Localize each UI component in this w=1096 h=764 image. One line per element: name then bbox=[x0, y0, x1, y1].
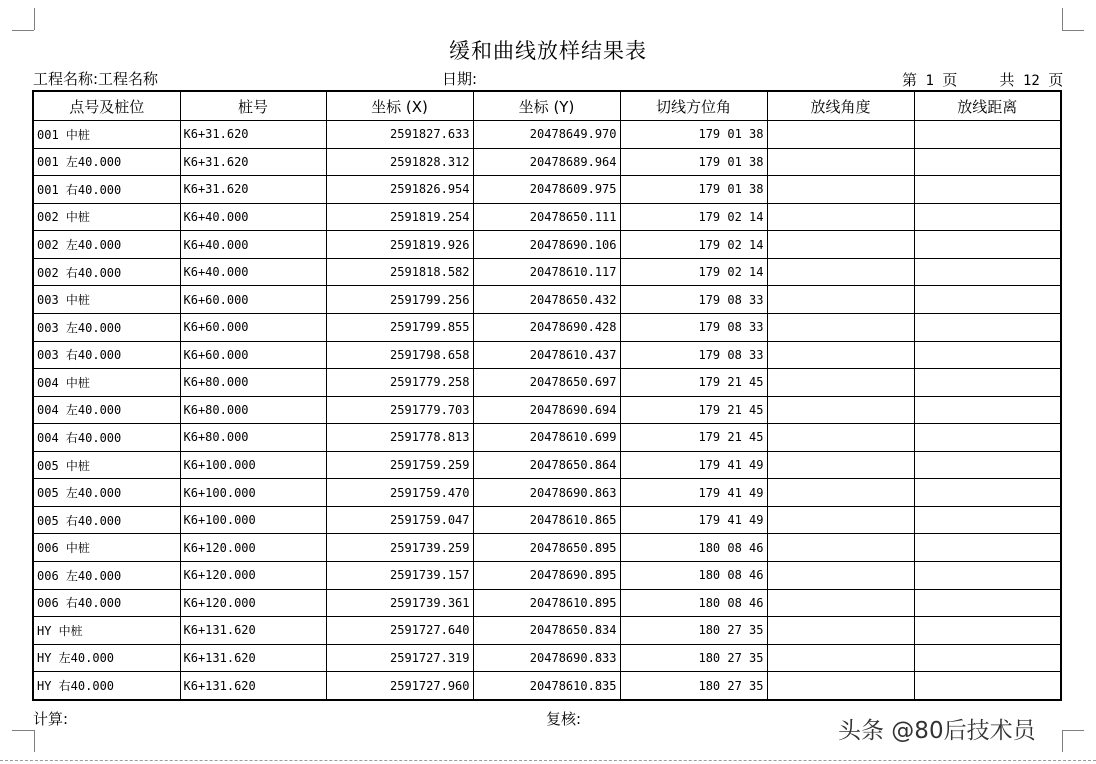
table-row bbox=[33, 369, 1061, 397]
cell-coord-x: 2591827.633 bbox=[326, 121, 473, 149]
cell-stakeout-distance bbox=[914, 313, 1061, 341]
page-info bbox=[902, 69, 1063, 90]
page-bottom-border bbox=[0, 760, 1096, 761]
table-row bbox=[33, 148, 1061, 176]
cell-coord-y: 20478610.865 bbox=[473, 506, 620, 534]
cell-coord-x: 2591779.258 bbox=[326, 369, 473, 397]
cell-station: K6+31.620 bbox=[180, 176, 326, 204]
table-row bbox=[33, 451, 1061, 479]
cell-stakeout-distance bbox=[914, 258, 1061, 286]
cell-point: 002 左40.000 bbox=[33, 231, 180, 259]
cell-stakeout-distance bbox=[914, 424, 1061, 452]
cell-coord-y: 20478690.106 bbox=[473, 231, 620, 259]
header-azimuth: 切线方位角 bbox=[620, 91, 767, 121]
cell-stakeout-distance bbox=[914, 121, 1061, 149]
cell-coord-x: 2591759.470 bbox=[326, 479, 473, 507]
header-station: 桩号 bbox=[180, 91, 326, 121]
page-current-prefix: 第 bbox=[902, 71, 918, 89]
table-row bbox=[33, 644, 1061, 672]
cell-station: K6+80.000 bbox=[180, 424, 326, 452]
cell-stakeout-distance bbox=[914, 286, 1061, 314]
cell-stakeout-distance bbox=[914, 396, 1061, 424]
cell-coord-y: 20478689.964 bbox=[473, 148, 620, 176]
cell-stakeout-distance bbox=[914, 479, 1061, 507]
cell-station: K6+100.000 bbox=[180, 479, 326, 507]
cell-station: K6+100.000 bbox=[180, 506, 326, 534]
cell-coord-x: 2591759.047 bbox=[326, 506, 473, 534]
table-row bbox=[33, 341, 1061, 369]
cell-coord-x: 2591739.361 bbox=[326, 589, 473, 617]
cell-coord-y: 20478649.970 bbox=[473, 121, 620, 149]
cell-azimuth: 180 08 46 bbox=[620, 562, 767, 590]
cell-azimuth: 180 08 46 bbox=[620, 534, 767, 562]
cell-point: 002 右40.000 bbox=[33, 258, 180, 286]
header-coord-y: 坐标 (Y) bbox=[473, 91, 620, 121]
cell-station: K6+60.000 bbox=[180, 341, 326, 369]
cell-point: 001 右40.000 bbox=[33, 176, 180, 204]
cell-station: K6+60.000 bbox=[180, 286, 326, 314]
cell-stakeout-angle bbox=[767, 258, 914, 286]
cell-station: K6+100.000 bbox=[180, 451, 326, 479]
cell-coord-x: 2591727.960 bbox=[326, 672, 473, 700]
cell-stakeout-angle bbox=[767, 341, 914, 369]
cell-stakeout-distance bbox=[914, 451, 1061, 479]
cell-station: K6+131.620 bbox=[180, 617, 326, 645]
cell-point: 005 左40.000 bbox=[33, 479, 180, 507]
cell-point: 004 中桩 bbox=[33, 369, 180, 397]
cell-station: K6+31.620 bbox=[180, 148, 326, 176]
footer-calculated-by: 计算: bbox=[33, 710, 69, 728]
cell-point: 006 中桩 bbox=[33, 534, 180, 562]
project-name: 工程名称:工程名称 bbox=[33, 70, 159, 88]
cell-coord-x: 2591819.254 bbox=[326, 203, 473, 231]
cell-stakeout-distance bbox=[914, 176, 1061, 204]
cell-azimuth: 179 01 38 bbox=[620, 148, 767, 176]
table-row bbox=[33, 534, 1061, 562]
cell-stakeout-angle bbox=[767, 534, 914, 562]
cell-coord-x: 2591819.926 bbox=[326, 231, 473, 259]
cell-azimuth: 179 21 45 bbox=[620, 369, 767, 397]
cell-coord-y: 20478690.833 bbox=[473, 644, 620, 672]
table-row bbox=[33, 424, 1061, 452]
cell-coord-x: 2591799.855 bbox=[326, 313, 473, 341]
cell-stakeout-distance bbox=[914, 369, 1061, 397]
cell-azimuth: 179 02 14 bbox=[620, 203, 767, 231]
document-title: 缓和曲线放样结果表 bbox=[449, 39, 647, 63]
table-row bbox=[33, 231, 1061, 259]
cell-coord-y: 20478690.863 bbox=[473, 479, 620, 507]
cell-azimuth: 179 08 33 bbox=[620, 313, 767, 341]
cell-coord-y: 20478610.835 bbox=[473, 672, 620, 700]
cell-azimuth: 180 27 35 bbox=[620, 672, 767, 700]
cell-point: 004 左40.000 bbox=[33, 396, 180, 424]
cell-azimuth: 180 27 35 bbox=[620, 617, 767, 645]
cell-point: 003 中桩 bbox=[33, 286, 180, 314]
cell-stakeout-angle bbox=[767, 121, 914, 149]
cell-coord-x: 2591826.954 bbox=[326, 176, 473, 204]
cell-coord-x: 2591759.259 bbox=[326, 451, 473, 479]
stakeout-results-table bbox=[32, 90, 1062, 701]
cell-point: 001 左40.000 bbox=[33, 148, 180, 176]
cell-azimuth: 179 41 49 bbox=[620, 451, 767, 479]
page-total-prefix: 共 bbox=[999, 71, 1015, 89]
cell-stakeout-angle bbox=[767, 231, 914, 259]
cell-station: K6+40.000 bbox=[180, 231, 326, 259]
cell-point: 005 中桩 bbox=[33, 451, 180, 479]
cell-coord-x: 2591727.640 bbox=[326, 617, 473, 645]
cell-station: K6+31.620 bbox=[180, 121, 326, 149]
cell-coord-x: 2591779.703 bbox=[326, 396, 473, 424]
cell-stakeout-angle bbox=[767, 479, 914, 507]
cell-point: 003 左40.000 bbox=[33, 313, 180, 341]
cell-stakeout-angle bbox=[767, 562, 914, 590]
table-row bbox=[33, 313, 1061, 341]
cell-stakeout-distance bbox=[914, 203, 1061, 231]
cell-point: 005 右40.000 bbox=[33, 506, 180, 534]
page-total-number: 12 bbox=[1022, 73, 1040, 89]
cell-coord-y: 20478650.432 bbox=[473, 286, 620, 314]
cell-coord-y: 20478609.975 bbox=[473, 176, 620, 204]
cell-stakeout-angle bbox=[767, 506, 914, 534]
cell-stakeout-angle bbox=[767, 148, 914, 176]
cell-point: 003 右40.000 bbox=[33, 341, 180, 369]
cell-stakeout-distance bbox=[914, 506, 1061, 534]
cell-stakeout-angle bbox=[767, 369, 914, 397]
cell-coord-y: 20478650.864 bbox=[473, 451, 620, 479]
header-stakeout-angle: 放线角度 bbox=[767, 91, 914, 121]
cell-point: HY 右40.000 bbox=[33, 672, 180, 700]
table-row bbox=[33, 396, 1061, 424]
cell-stakeout-distance bbox=[914, 231, 1061, 259]
cell-azimuth: 179 08 33 bbox=[620, 341, 767, 369]
cell-coord-x: 2591727.319 bbox=[326, 644, 473, 672]
cell-stakeout-angle bbox=[767, 672, 914, 700]
cell-coord-y: 20478690.895 bbox=[473, 562, 620, 590]
page-current-number: 1 bbox=[925, 73, 934, 89]
cell-azimuth: 179 01 38 bbox=[620, 176, 767, 204]
cell-stakeout-distance bbox=[914, 562, 1061, 590]
cell-stakeout-angle bbox=[767, 176, 914, 204]
cell-coord-x: 2591818.582 bbox=[326, 258, 473, 286]
cell-stakeout-distance bbox=[914, 534, 1061, 562]
cell-azimuth: 179 21 45 bbox=[620, 424, 767, 452]
date-label: 日期: bbox=[442, 70, 478, 88]
cell-point: HY 左40.000 bbox=[33, 644, 180, 672]
cell-azimuth: 179 41 49 bbox=[620, 506, 767, 534]
cell-stakeout-angle bbox=[767, 644, 914, 672]
cell-stakeout-angle bbox=[767, 589, 914, 617]
table-row bbox=[33, 258, 1061, 286]
cell-coord-x: 2591739.157 bbox=[326, 562, 473, 590]
cell-stakeout-angle bbox=[767, 617, 914, 645]
cell-coord-x: 2591739.259 bbox=[326, 534, 473, 562]
cell-station: K6+131.620 bbox=[180, 644, 326, 672]
table-row bbox=[33, 121, 1061, 149]
cell-coord-x: 2591778.813 bbox=[326, 424, 473, 452]
cell-station: K6+120.000 bbox=[180, 534, 326, 562]
cell-station: K6+60.000 bbox=[180, 313, 326, 341]
cell-station: K6+80.000 bbox=[180, 369, 326, 397]
cell-coord-y: 20478610.117 bbox=[473, 258, 620, 286]
table-row bbox=[33, 506, 1061, 534]
cell-azimuth: 180 08 46 bbox=[620, 589, 767, 617]
cell-coord-x: 2591798.658 bbox=[326, 341, 473, 369]
table-row bbox=[33, 589, 1061, 617]
cell-coord-x: 2591828.312 bbox=[326, 148, 473, 176]
cell-stakeout-angle bbox=[767, 396, 914, 424]
table-row bbox=[33, 562, 1061, 590]
cell-point: 004 右40.000 bbox=[33, 424, 180, 452]
watermark: 头条 @80后技术员 bbox=[838, 718, 1036, 744]
cell-stakeout-distance bbox=[914, 672, 1061, 700]
cell-stakeout-distance bbox=[914, 341, 1061, 369]
cell-stakeout-angle bbox=[767, 313, 914, 341]
cell-stakeout-angle bbox=[767, 424, 914, 452]
cell-point: 002 中桩 bbox=[33, 203, 180, 231]
header-coord-x: 坐标 (X) bbox=[326, 91, 473, 121]
page-current-suffix: 页 bbox=[942, 71, 958, 89]
cell-coord-y: 20478650.697 bbox=[473, 369, 620, 397]
table-row bbox=[33, 203, 1061, 231]
table-row bbox=[33, 672, 1061, 700]
cell-coord-y: 20478610.437 bbox=[473, 341, 620, 369]
header-stakeout-distance: 放线距离 bbox=[914, 91, 1061, 121]
cell-station: K6+40.000 bbox=[180, 258, 326, 286]
cell-stakeout-distance bbox=[914, 617, 1061, 645]
cell-station: K6+40.000 bbox=[180, 203, 326, 231]
table-row bbox=[33, 286, 1061, 314]
cell-station: K6+131.620 bbox=[180, 672, 326, 700]
table-header-row bbox=[33, 91, 1061, 121]
page-total-suffix: 页 bbox=[1048, 71, 1064, 89]
cell-stakeout-angle bbox=[767, 203, 914, 231]
table-row bbox=[33, 479, 1061, 507]
cell-point: 006 左40.000 bbox=[33, 562, 180, 590]
cell-azimuth: 179 08 33 bbox=[620, 286, 767, 314]
cell-point: 006 右40.000 bbox=[33, 589, 180, 617]
cell-coord-y: 20478650.111 bbox=[473, 203, 620, 231]
cell-coord-y: 20478610.895 bbox=[473, 589, 620, 617]
footer-checked-by: 复核: bbox=[546, 710, 582, 728]
header-point: 点号及桩位 bbox=[33, 91, 180, 121]
cell-station: K6+80.000 bbox=[180, 396, 326, 424]
cell-azimuth: 179 02 14 bbox=[620, 258, 767, 286]
cell-coord-y: 20478650.834 bbox=[473, 617, 620, 645]
table-row bbox=[33, 176, 1061, 204]
cell-azimuth: 179 01 38 bbox=[620, 121, 767, 149]
cell-azimuth: 179 41 49 bbox=[620, 479, 767, 507]
table-row bbox=[33, 617, 1061, 645]
cell-coord-y: 20478690.694 bbox=[473, 396, 620, 424]
cell-stakeout-angle bbox=[767, 451, 914, 479]
cell-stakeout-distance bbox=[914, 589, 1061, 617]
cell-azimuth: 179 21 45 bbox=[620, 396, 767, 424]
cell-point: 001 中桩 bbox=[33, 121, 180, 149]
cell-azimuth: 180 27 35 bbox=[620, 644, 767, 672]
cell-stakeout-distance bbox=[914, 148, 1061, 176]
cell-station: K6+120.000 bbox=[180, 562, 326, 590]
cell-coord-y: 20478610.699 bbox=[473, 424, 620, 452]
cell-stakeout-angle bbox=[767, 286, 914, 314]
cell-point: HY 中桩 bbox=[33, 617, 180, 645]
cell-coord-y: 20478690.428 bbox=[473, 313, 620, 341]
cell-azimuth: 179 02 14 bbox=[620, 231, 767, 259]
cell-station: K6+120.000 bbox=[180, 589, 326, 617]
cell-coord-y: 20478650.895 bbox=[473, 534, 620, 562]
cell-stakeout-distance bbox=[914, 644, 1061, 672]
cell-coord-x: 2591799.256 bbox=[326, 286, 473, 314]
